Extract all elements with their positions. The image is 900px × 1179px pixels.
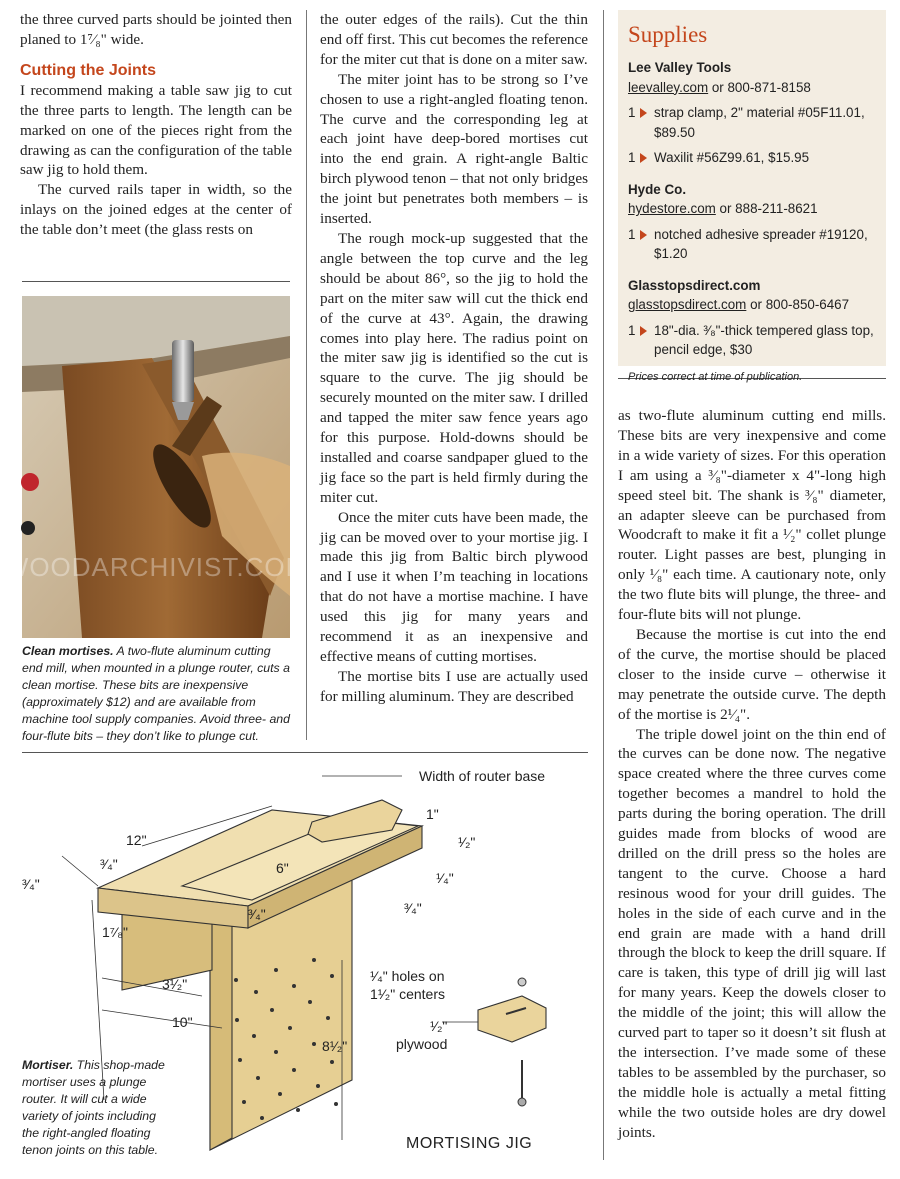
dim-label: plywood: [396, 1036, 448, 1052]
column-right: [618, 406, 886, 1143]
paragraph: The miter joint has to be strong so I’ve chosen to use a right-angled floating tenon. The curve and the corresponding leg at each joint have deep-bored mortises cut into the end grain. A right-angle Baltic birch plywood tenon – that not only bridges the joint but penetrates both members – is inserted.: [320, 70, 588, 228]
supply-qty: 1: [628, 322, 636, 338]
vendor-phone: or 800-850-6467: [746, 297, 850, 312]
paragraph: The curved rails taper in width, so the inlays on the joined edges at the center of the table don’t meet (the glass rests on: [20, 181, 292, 239]
paragraph: the outer edges of the rails). Cut the thin end off first. This cut becomes the reference for the miter cut that is done on a miter saw.: [320, 11, 588, 68]
dim-label: Width of router base: [419, 768, 546, 784]
vendor-contact: [628, 295, 874, 315]
column-divider: [306, 10, 307, 740]
paragraph: The triple dowel joint on the thin end of the curves can be done now. The negative space created where the three curves come together becomes a mandrel to hold the parts during the boring operation. The drill guides made from blocks of wood are drilled on the drill press so the holes are tangent to the curve. Choose a hard resinous wood for your drill guides. The holes in the side of each curve and in the end grain are made with a hand drill through the block to keep the drill square. If care is taken, this type of drill jig will last for many years. Keep the dowels closer to the middle of the joint; this will allow the curved part to taper so it doesn’t sit flush at the intersection. I’ve made some of these tables to be assembled by the purchaser, so the middle hole is actually a metal fitting while the two outside holes are dry dowel joints.: [618, 725, 886, 1141]
dim-label: ³⁄₄": [248, 906, 266, 922]
section-heading: Cutting the Joints: [20, 61, 156, 79]
dim-label: 8¹⁄₂": [322, 1038, 348, 1054]
supply-item: [628, 148, 874, 168]
supply-qty: 1: [628, 150, 636, 165]
caption-text: A two-flute aluminum cutting end mill, when mounted in a plunge router, cuts a clean mortise. These bits are inexpensive (approximately $12) and are available from machine tool supply companies. Avoid three- and four-flute bits – they don’t like to plunge cut.: [22, 644, 290, 743]
mortise-photo: [3, 296, 309, 638]
paragraph: The rough mock-up suggested that the angle between the top curve and the leg should be about 86°, so the jig to hold the part on the miter saw will cut the thick end of the curve at 43°. Again, the drawing comes into play here. The radius point on the miter saw jig is identified so the cut is square to the curve. The jig should be securely mounted on the miter saw. I drilled and tapped the miter saw fence years ago for this purpose. Hold-downs should be installed and coarse sandpaper glued to the jig face so the part is held firmly during the miter cut.: [320, 229, 588, 506]
vendor-link[interactable]: hydestore.com: [628, 201, 716, 216]
supply-desc: notched adhesive spreader #19120, $1.20: [654, 226, 868, 261]
supply-desc: Waxilit #56Z99.61, $15.95: [654, 150, 810, 165]
supplies-title: Supplies: [628, 22, 708, 47]
arrow-right-icon: [640, 108, 647, 118]
paragraph: Once the miter cuts have been made, the jig can be moved over to your mortise jig. I made this jig from Baltic birch plywood and I use it when I’m teaching in locations that do not have a mortise machine. I have used this jig for many years and recommend it as an inexpensive and effective means of cutting mortises.: [320, 508, 588, 665]
column-left: [20, 10, 292, 240]
dim-label: 10": [172, 1014, 193, 1030]
drawing-title: MORTISING JIG: [406, 1135, 533, 1152]
dim-label: ³⁄₄": [100, 856, 118, 872]
dim-label: ³⁄₄": [22, 876, 40, 892]
vendor-phone: or 800-871-8158: [708, 79, 811, 95]
column-divider: [603, 10, 604, 1160]
vendor-link[interactable]: leevalley.com: [628, 79, 709, 95]
dim-label: 3¹⁄₂": [162, 976, 188, 992]
vendor-contact: [628, 199, 874, 219]
vendor-name: Lee Valley Tools: [628, 60, 732, 75]
dim-label: ¹⁄₄": [436, 870, 454, 886]
vendor-contact: [628, 78, 874, 98]
vendor-name: Glasstopsdirect.com: [628, 277, 761, 293]
dim-label: 6": [276, 860, 289, 876]
supply-desc: 18"-dia. ³⁄₈"-thick tempered glass top, pencil edge, $30: [654, 322, 874, 357]
caption-title: Clean mortises.: [22, 644, 114, 658]
supply-qty: 1: [628, 105, 636, 120]
dim-label: ³⁄₄": [404, 900, 422, 916]
dim-label: 12": [126, 832, 147, 848]
supply-item: [628, 103, 874, 142]
vendor-name: Hyde Co.: [628, 181, 687, 197]
paragraph: The mortise bits I use are actually used for milling aluminum. They are described: [320, 667, 588, 705]
dim-label: ¹⁄₄" holes on: [370, 968, 445, 984]
divider: [22, 281, 290, 282]
arrow-right-icon: [640, 153, 647, 163]
vendor-link[interactable]: glasstopsdirect.com: [628, 297, 747, 312]
dim-label: 1⁷⁄₈": [102, 924, 128, 940]
arrow-right-icon: [640, 326, 647, 336]
supply-item: [628, 225, 874, 264]
supplies-note: Prices correct at time of publication.: [628, 370, 803, 383]
watermark-text: WOODARCHIVIST.COM: [3, 552, 309, 582]
dim-label: ¹⁄₂": [458, 834, 476, 850]
divider: [22, 752, 588, 753]
dim-label: 1¹⁄₂" centers: [370, 986, 445, 1002]
vendor-phone: or 888-211-8621: [715, 201, 818, 216]
mortise-photo-illustration: [3, 296, 309, 638]
supply-qty: 1: [628, 226, 636, 242]
column-middle: [320, 10, 588, 707]
arrow-right-icon: [640, 230, 647, 240]
dim-label: ¹⁄₂": [430, 1018, 448, 1034]
paragraph: Because the mortise is cut into the end of the curve, the mortise should be placed closer to the inside curve – otherwise it may penetrate the outside curve. The depth of the mortise is 2¹⁄₄".: [618, 625, 886, 723]
supply-desc: strap clamp, 2" material #05F11.01, $89.50: [654, 105, 865, 140]
caption-title: Mortiser.: [22, 1058, 74, 1072]
photo-caption: [22, 643, 290, 745]
drawing-caption: [22, 1057, 172, 1159]
supply-item: [628, 321, 874, 360]
paragraph: I recommend making a table saw jig to cut the three parts to length. The length can be marked on one of the pieces right from the drawing as can the configuration of the table saw jig to hold them.: [20, 81, 292, 179]
paragraph-lead: the three curved parts should be jointed then planed to 1⁷⁄₈" wide.: [20, 11, 292, 48]
paragraph: as two-flute aluminum cutting end mills. These bits are very inexpensive and come in a wide variety of sizes. For this operation I am using a ³⁄₈"-diameter x 4"-long high speed steel bit. The shank is ³⁄₈" diameter, an adapter sleeve can be purchased from Woodcraft to make it fit a ¹⁄₂" collet plunge router. Light passes are best, plunging in only ¹⁄₈" each time. A cautionary note, only the two flute bits will plunge, the three- and four-flute bits will not plunge.: [618, 407, 886, 624]
supplies-box: [618, 10, 886, 383]
caption-text: This shop-made mortiser uses a plunge router. It will cut a wide variety of joints including the right-angled floating tenon joints on this table.: [22, 1058, 165, 1157]
dim-label: 1": [426, 806, 439, 822]
